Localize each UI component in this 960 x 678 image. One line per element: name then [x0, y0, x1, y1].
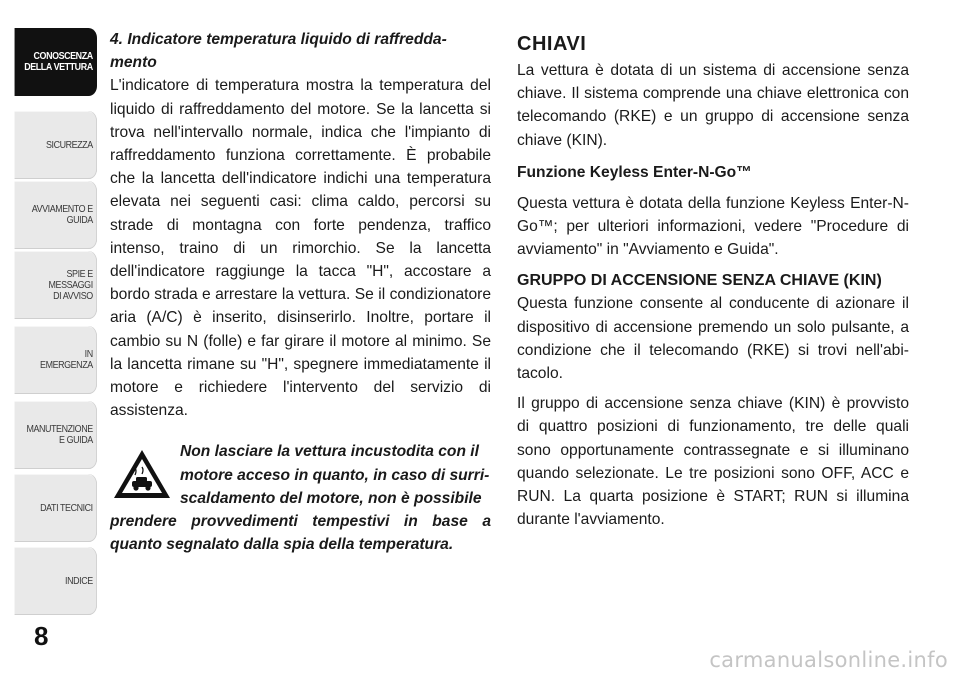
- tab-in-emergenza[interactable]: IN EMERGENZA: [15, 326, 97, 394]
- tab-indice[interactable]: INDICE: [15, 547, 97, 615]
- page-number: 8: [34, 621, 49, 651]
- keyless-heading: Funzione Keyless Enter-N-Go™: [517, 163, 752, 181]
- left-column: [110, 28, 491, 556]
- section-title-chiavi: CHIAVI: [517, 33, 587, 55]
- tab-conoscenza-della-vettura[interactable]: CONOSCENZA DELLA VETTURA: [15, 28, 97, 96]
- tab-manutenzione[interactable]: MANUTENZIONE E GUIDA: [15, 401, 97, 469]
- coolant-gauge-heading: 4. Indicatore temperatura liquido di raffredda-mento: [110, 31, 447, 72]
- kin-body-1: Questa funzione consente al conducente di azionare il dispositivo di accensione premendo un solo pulsante, a condizione che il telecomando (RKE) si trovi nell'abi-tacolo.: [517, 295, 909, 383]
- kin-heading: GRUPPO DI ACCENSIONE SENZA CHIAVE (KIN): [517, 272, 882, 290]
- warning-line-3: scaldamento del motore, non è possibile: [180, 489, 482, 507]
- tab-avviamento-e-guida[interactable]: AVVIAMENTO E GUIDA: [15, 181, 97, 249]
- watermark: carmanualsonline.info: [709, 648, 948, 672]
- tab-dati-tecnici[interactable]: DATI TECNICI: [15, 474, 97, 542]
- right-column: [517, 28, 909, 531]
- warning-line-2: motore acceso in quanto, in caso di surri-: [180, 466, 490, 484]
- coolant-gauge-body: L'indicatore di temperatura mostra la temperatura del liquido di raffreddamento del motore. Se la lancetta si trova nell'intervallo normale, indica che l'impianto di raffreddamento funziona correttamente. È probabile che la lancetta dell'indicatore indichi una temperatura elevata nei seguenti casi: clima caldo, percorsi su strade di montagna con forte pendenza, traffico intenso, traino di un rimorchio. Se la lancetta dell'indicatore raggiunge la tacca "H", accostare a bordo strada e arrestare la vettura. Se il condizionatore aria (A/C) è inserito, disinserirlo. Inoltre, portare il cambio su N (folle) e far girare il motore al minimo. Se la lancetta rimane su "H", spegnere immediatamente il motore e richiedere l'intervento del servizio di assistenza.: [110, 77, 491, 420]
- warning-triangle-icon: [112, 448, 172, 500]
- kin-body-2: Il gruppo di accensione senza chiave (KIN) è provvisto di quattro posizioni di funzionamento, tre delle quali sono opportunamente contrassegnate e si illuminano quando selezionate. Le tre posizioni sono OFF, ACC e RUN. La quarta posizione è START; RUN si illumina durante l'avviamento.: [517, 395, 909, 529]
- tab-spie-e-messaggi[interactable]: SPIE E MESSAGGI DI AVVISO: [15, 251, 97, 319]
- overheat-warning: [110, 440, 491, 556]
- warning-rest: prendere provvedimenti tempestivi in base a quanto segnalato dalla spia della temperatura.: [110, 513, 491, 554]
- keys-intro: La vettura è dotata di un sistema di accensione senza chiave. Il sistema comprende una chiave elettronica con telecomando (RKE) e un gruppo di accensione senza chiave (KIN).: [517, 62, 909, 149]
- keyless-body: Questa vettura è dotata della funzione Keyless Enter-N-Go™; per ulteriori informazioni, vedere "Procedure di avviamento" in "Avviamento e Guida".: [517, 194, 909, 259]
- warning-line-1: Non lasciare la vettura incustodita con il: [180, 443, 479, 461]
- tab-sicurezza[interactable]: SICUREZZA: [15, 111, 97, 179]
